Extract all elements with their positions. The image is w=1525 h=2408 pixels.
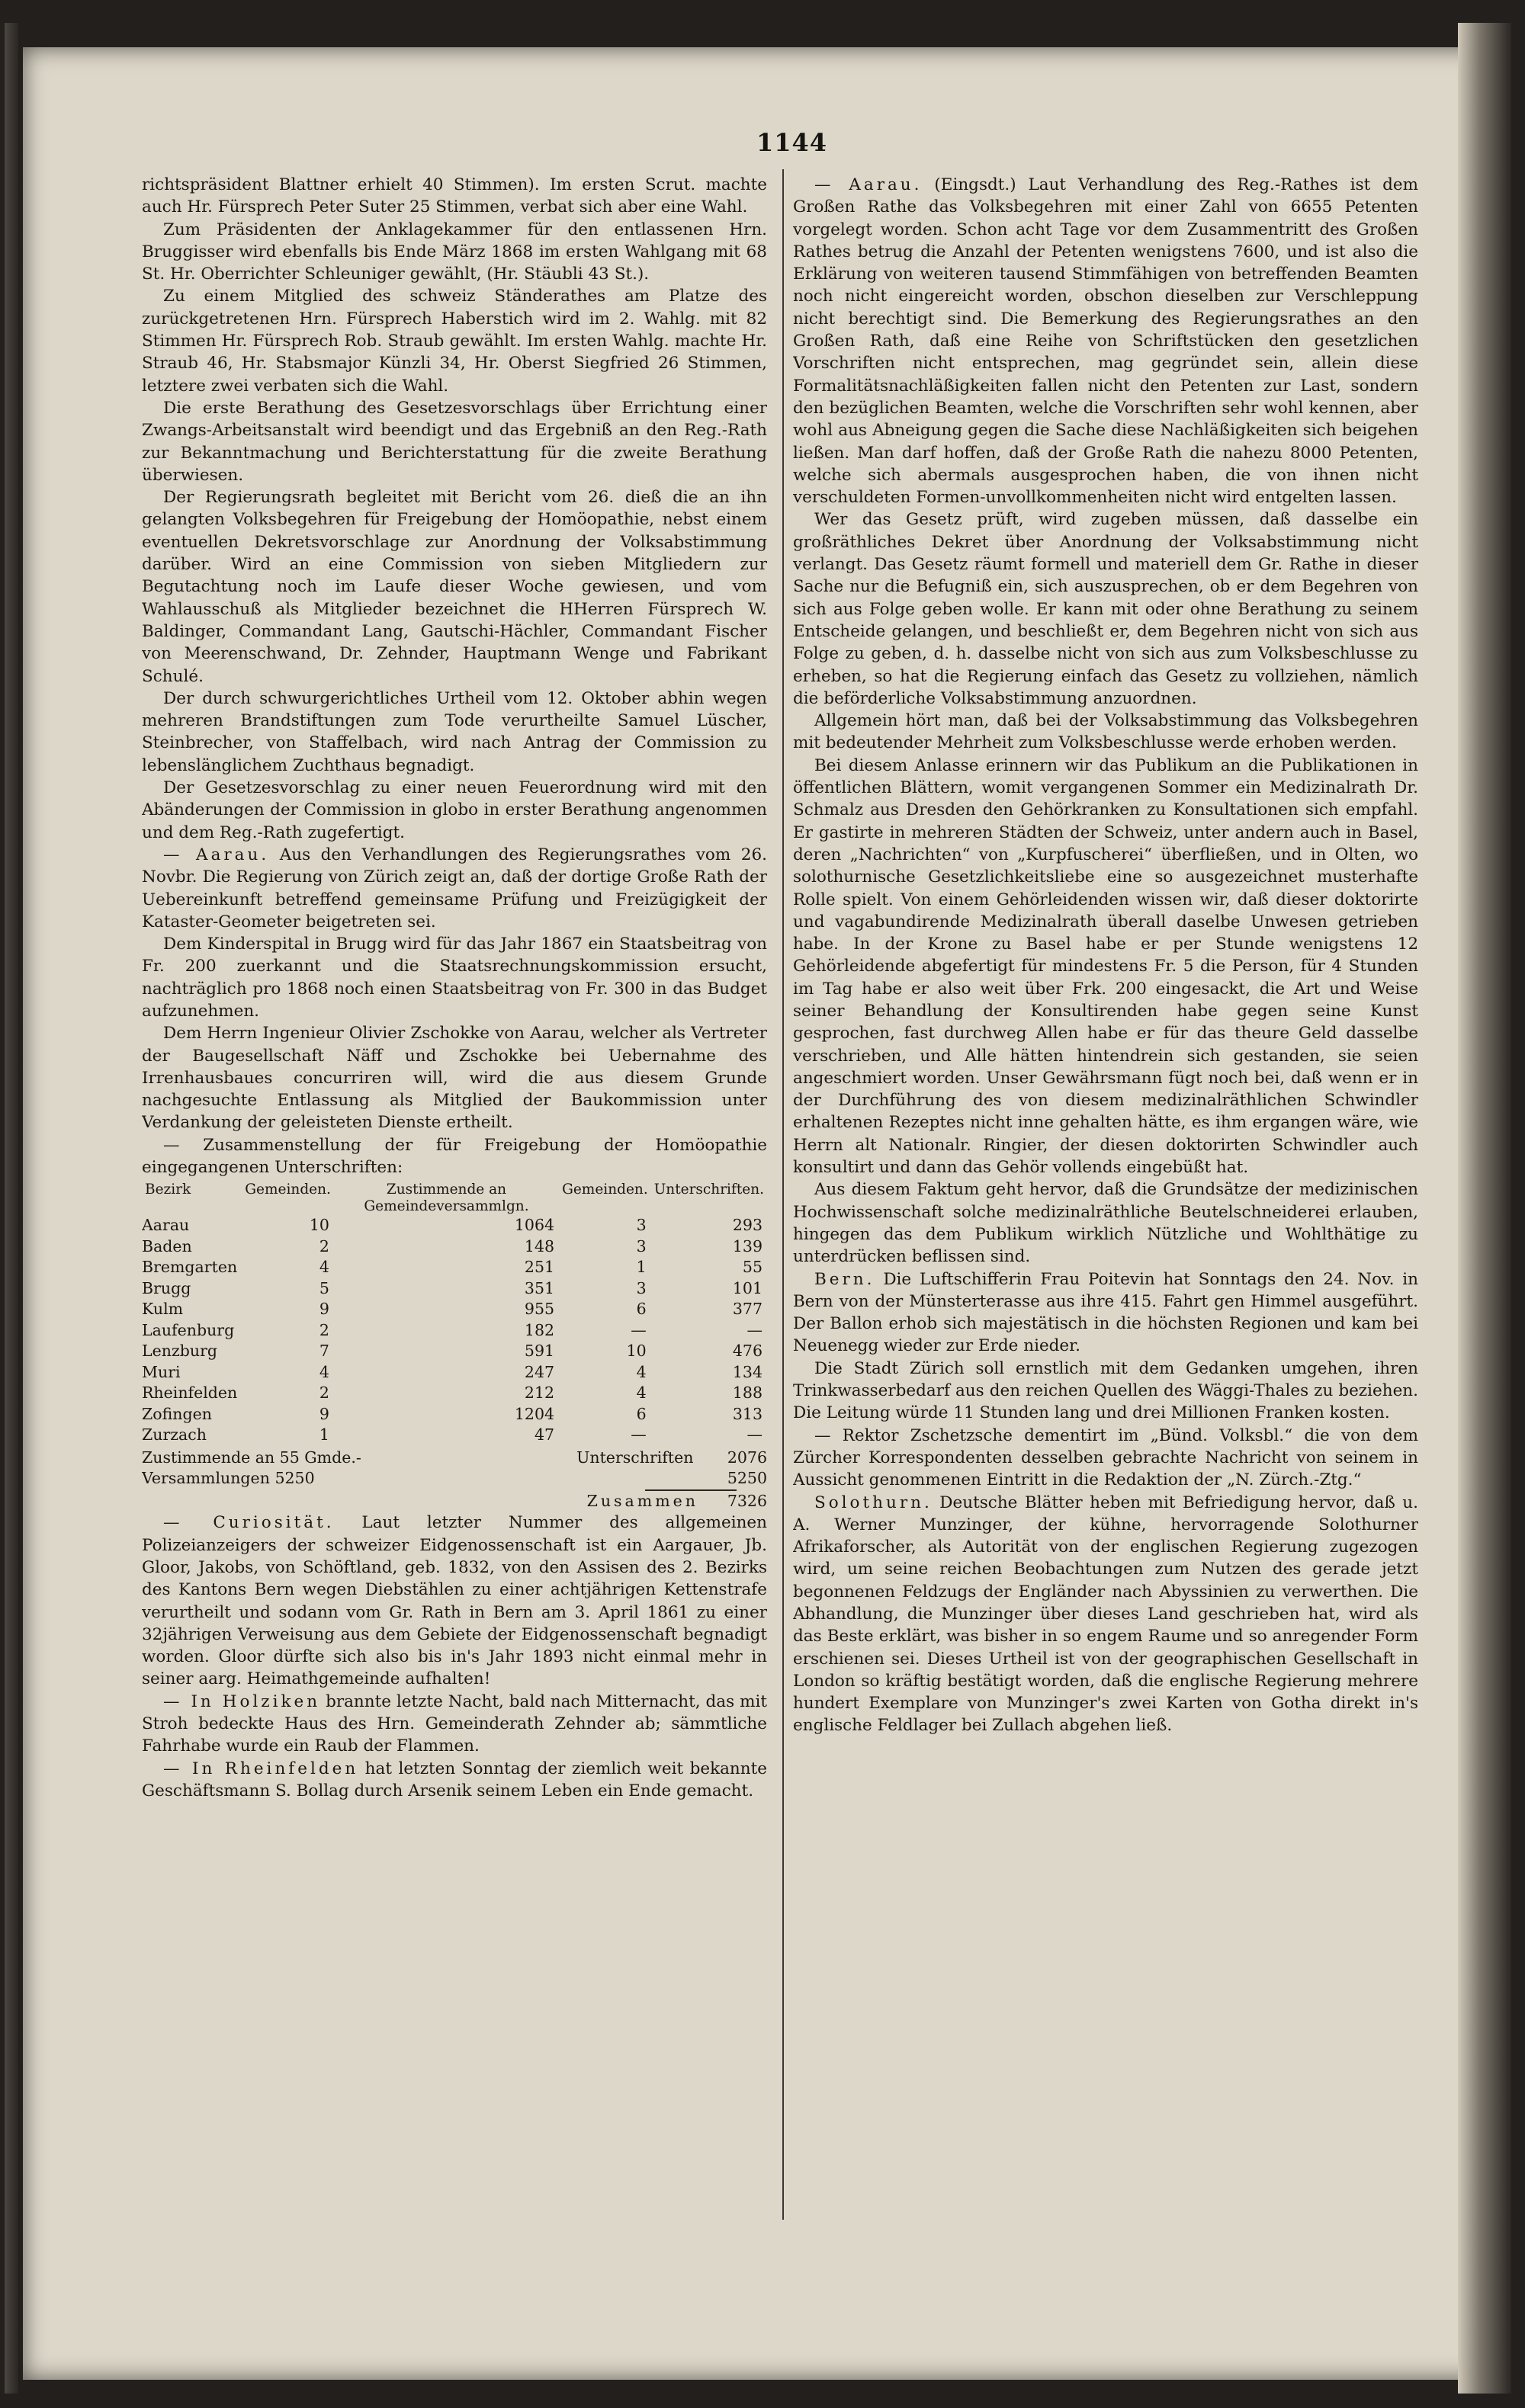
paragraph: Der Regierungsrath begleitet mit Bericht vom 26. dieß die an ihn gelangten Volksbegehren für Freigebung der Homöopathie, nebst einem eventuellen Dekretsvorschlage zur Anordnung der Volksabstimmung darüber. Wird an eine Commission von sieben Mitgliedern zur Begutachtung noch im Laufe dieser Woche gewiesen, und vom Wahlausschuß als Mitglieder bezeichnet die HHerren Fürsprech W. Baldinger, Commandant Lang, Gautschi-Hächler, Commandant Fischer von Meerenschwand, Dr. Zehnder, Hauptmann Wenge und Fabrikant Schulé. — [142, 488, 767, 686]
table-header: Zustimmende an Gemeindeversammlgn. — [364, 1182, 529, 1215]
paragraph: — Rektor Zschetzsche dementirt im „Bünd. Volksbl.“ die von dem Zürcher Korrespondenten desselben gebrachte Nachricht von seinem in Aussicht genommenen Eintritt in die Redaktion der „N. Zürch.-Ztg.“ — [793, 1425, 1418, 1490]
paragraph: Die Stadt Zürich soll ernstlich mit dem Gedanken umgehen, ihren Trinkwasserbedarf aus den reichen Quellen des Wäggi-Thales zu beziehen. Die Leitung würde 11 Stunden lang und drei Millionen Franken kosten. — [793, 1358, 1418, 1423]
paragraph: Wer das Gesetz prüft, wird zugeben müssen, daß dasselbe ein großräthliches Dekret über Anordnung der Volksabstimmung nicht verlangt. Das Gesetz räumt formell und materiell dem Gr. Rathe in dieser Sache nur die Befugniß ein, sich auszusprechen, ob er dem Begehren von sich aus Folge geben wolle. Er kann mit oder ohne Berathung zu seinem Entscheide gelangen, und beschließt er, dem Begehren nicht von sich aus Folge zu geben, d. h. dasselbe nicht von sich aus zum Volksbeschlusse zu erheben, so hat die Regierung einfach das Gesetz zu vollziehen, nämlich die beförderliche Volksabstimmung anzuordnen. — [793, 510, 1418, 708]
table-row — [142, 1425, 767, 1446]
table-cell: 313 — [732, 1404, 762, 1423]
signature-table — [142, 1182, 767, 1446]
table-cell: 4 — [319, 1362, 329, 1381]
paragraph: richtspräsident Blattner erhielt 40 Stimmen). Im ersten Scrut. machte auch Hr. Fürsprech Peter Suter 25 Stimmen, verbat sich aber eine Wahl. — [142, 175, 767, 217]
table-cell: 1 — [636, 1258, 647, 1277]
table-row — [142, 1383, 767, 1404]
paragraph: Allgemein hört man, daß bei der Volksabstimmung das Volksbegehren mit bedeutender Mehrheit zum Volksbeschlusse werde erhoben werden. — [793, 711, 1418, 753]
table-cell: 377 — [732, 1300, 762, 1319]
paragraph-aarau-eingesandt — [793, 174, 1418, 508]
table-cell-bezirk: Aarau — [142, 1216, 190, 1235]
table-row — [142, 1362, 767, 1384]
paragraph-curiositaet — [142, 1512, 767, 1690]
table-cell: 1 — [319, 1425, 329, 1444]
table-cell: 4 — [636, 1362, 647, 1381]
table-cell: — — [631, 1425, 647, 1444]
totals-row — [142, 1468, 767, 1489]
paragraph: Die erste Berathung des Gesetzesvorschlags über Errichtung einer Zwangs-Arbeitsanstalt wird beendigt und das Ergebniß an den Reg.-Rath zur Bekanntmachung und Berichterstattung für die zweite Berathung überwiesen. — [142, 398, 767, 485]
table-cell: 188 — [732, 1384, 762, 1403]
table-cell: 591 — [524, 1342, 555, 1361]
table-cell: 148 — [524, 1236, 555, 1255]
table-cell: 2 — [319, 1384, 329, 1403]
dateline: — In Holziken — [163, 1691, 321, 1711]
table-body — [142, 1215, 767, 1446]
table-cell: 351 — [524, 1278, 555, 1297]
table-cell: 212 — [524, 1384, 555, 1403]
table-row — [142, 1404, 767, 1425]
paragraph: Zum Präsidenten der Anklagekammer für den entlassenen Hrn. Bruggisser wird ebenfalls bis Ende März 1868 im ersten Wahlgang mit 68 St. Hr. Oberrichter Schleuniger gewählt, (Hr. Stäubli 43 St.). — [142, 220, 767, 284]
totals-label: Versammlungen — [142, 1469, 270, 1488]
table-row — [142, 1278, 767, 1300]
dateline: Bern. — [814, 1269, 875, 1289]
table-cell-bezirk: Brugg — [142, 1278, 191, 1297]
totals-label: Unterschriften — [576, 1448, 694, 1467]
paragraph: Dem Kinderspital in Brugg wird für das Jahr 1867 ein Staatsbeitrag von Fr. 200 zuerkannt und die Staatsrechnungskommission ersucht, nachträglich pro 1868 noch einen Staatsbeitrag von Fr. 300 in das Budget aufzunehmen. — [142, 935, 767, 1021]
paragraph-text: hat letzten Sonntag der ziemlich weit bekannte Geschäftsmann S. Bollag durch Arsenik seinem Leben ein Ende gemacht. — [142, 1759, 767, 1800]
table-row — [142, 1320, 767, 1342]
paragraph-rheinfelden — [142, 1758, 767, 1803]
paragraph: Dem Herrn Ingenieur Olivier Zschokke von Aarau, welcher als Vertreter der Baugesellschaft Näff und Zschokke bei Uebernahme des Irrenhausbaues concurriren will, wird die aus diesem Grunde nachgesuchte Entlassung als Mitglied der Baukommission unter Verdankung der geleisteten Dienste ertheilt. — [142, 1024, 767, 1133]
paragraph-holziken — [142, 1691, 767, 1758]
table-cell: 47 — [534, 1425, 555, 1444]
table-row — [142, 1215, 767, 1236]
table-cell: 10 — [626, 1342, 647, 1361]
page-edge-right — [1458, 23, 1511, 2394]
paragraph-text: Aus den Verhandlungen des Regierungsrathes vom 26. Novbr. Die Regierung von Zürich zeigt an, daß der dortige Große Rath der Uebereinkunft betreffend gemeinsame Prüfung und Freizügigkeit der Kataster-Geometer beigetreten sei. — [142, 845, 767, 931]
table-cell: 55 — [742, 1258, 762, 1277]
totals-value: 7326 — [727, 1491, 767, 1510]
paragraph-aarau — [142, 844, 767, 933]
paragraph: Der durch schwurgerichtliches Urtheil vom 12. Oktober abhin wegen mehreren Brandstiftungen zum Tode verurtheilte Samuel Lüscher, Steinbrecher, von Staffelbach, wird nach Antrag der Commission zu lebenslänglichem Zuchthaus begnadigt. — [142, 688, 767, 775]
dateline: Solothurn. — [814, 1493, 933, 1512]
table-cell: 476 — [732, 1342, 762, 1361]
page-number: 1144 — [756, 128, 828, 157]
paragraph-text: Deutsche Blätter heben mit Befriedigung hervor, daß u. A. Werner Munzinger, der kühne, hervorragende Solothurner Afrikaforscher, als Autorität von der englischen Regierung zugezogen wird, um seine reichen Beobachtungen zum Nutzen des gerade jetzt begonnenen Feldzugs der Engländer nach Abyssinien zu verwerthen. Die Abhandlung, die Munzinger über dieses Land geschrieben hat, wird als das Beste erklärt, was bisher in so engem Raume und so anregender Form erschienen sei. Dieses Urtheil ist von der geographischen Gesellschaft in London so kräftig bestätigt worden, daß die englische Regierung mehrere hundert Exemplare von Munzinger's zwei Karten von Gotha direkt in's englische Feldlager bei Zullach abgehen ließ. — [793, 1493, 1418, 1736]
table-cell-bezirk: Bremgarten — [142, 1258, 238, 1277]
table-cell: 3 — [636, 1216, 647, 1235]
table-cell: 293 — [732, 1216, 762, 1235]
table-cell: 251 — [524, 1258, 555, 1277]
table-cell: 6 — [636, 1300, 647, 1319]
dateline: — Aarau. — [814, 175, 923, 194]
right-column — [793, 174, 1418, 2232]
table-cell-bezirk: Baden — [142, 1236, 192, 1255]
table-cell: 4 — [636, 1384, 647, 1403]
table-cell-bezirk: Zofingen — [142, 1404, 212, 1423]
table-cell: — — [746, 1320, 762, 1339]
table-header-row — [142, 1182, 767, 1215]
table-cell-bezirk: Muri — [142, 1362, 181, 1381]
totals-label: Zustimmende an 55 Gmde.- — [142, 1448, 361, 1467]
paragraph: Aus diesem Faktum geht hervor, daß die Grundsätze der medizinischen Hochwissenschaft solche medizinalräthliche Beutelschneiderei erlauben, hingegen das dem Publikum wirklich Nützliche und Wohlthätige zu unterdrücken beflissen sind. — [793, 1180, 1418, 1267]
table-cell: 4 — [319, 1258, 329, 1277]
table-cell: 6 — [636, 1404, 647, 1423]
table-cell: 1064 — [514, 1216, 555, 1235]
table-cell: — — [746, 1425, 762, 1444]
paragraph: Der Gesetzesvorschlag zu einer neuen Feuerordnung wird mit den Abänderungen der Commission in globo in erster Berathung angenommen und dem Reg.-Rath zugefertigt. — [142, 778, 767, 842]
table-cell-bezirk: Rheinfelden — [142, 1384, 238, 1403]
table-cell: 247 — [524, 1362, 555, 1381]
table-cell: 134 — [732, 1362, 762, 1381]
paragraph: — Zusammenstellung der für Freigebung der Homöopathie eingegangenen Unterschriften: — [142, 1135, 767, 1178]
table-cell: 7 — [319, 1342, 329, 1361]
dateline: — In Rheinfelden — [163, 1759, 359, 1778]
table-row — [142, 1341, 767, 1362]
table-row — [142, 1236, 767, 1258]
table-cell: 5 — [319, 1278, 329, 1297]
table-cell: 139 — [732, 1236, 762, 1255]
table-cell: 2 — [319, 1320, 329, 1339]
table-cell-bezirk: Lenzburg — [142, 1342, 217, 1361]
table-cell: 955 — [524, 1300, 555, 1319]
paragraph-text: Laut letzter Nummer des allgemeinen Polizeianzeigers der schweizer Eidgenossenschaft ist ein Aargauer, Jb. Gloor, Jakobs, von Schöftland, geb. 1832, von den Assisen des 2. Bezirks des Kantons Bern wegen Diebstählen zu einer achtjährigen Kettenstrafe verurtheilt und sodann vom Gr. Rath in Bern am 3. April 1861 zu einer 32jährigen Verweisung aus dem Gebiete der Eidgenossenschaft begnadigt worden. Gloor dürfte sich also bis in's Jahr 1893 nicht einmal mehr in seiner aarg. Heimathgemeinde aufhalten! — [142, 1513, 767, 1689]
table-header: Gemeinden. — [562, 1182, 648, 1198]
table-cell: 3 — [636, 1278, 647, 1297]
totals-value: 5250 — [727, 1469, 767, 1488]
paragraph: Zu einem Mitglied des schweiz Ständerathes am Platze des zurückgetretenen Hrn. Fürsprech Haberstich wird im 2. Wahlg. mit 82 Stimmen Hr. Fürsprech Rob. Straub gewählt. Im ersten Wahlg. machte Hr. Straub 46, Hr. Stabsmajor Künzli 34, Hr. Oberst Siegfried 26 Stimmen, letztere zwei verbaten sich die Wahl. — [142, 287, 767, 396]
totals-value: 2076 — [727, 1448, 767, 1467]
paragraph-text: (Eingsdt.) Laut Verhandlung des Reg.-Rathes ist dem Großen Rathe das Volksbegehren mit einer Zahl von 6655 Petenten vorgelegt worden. Schon acht Tage vor dem Zusammentritt des Großen Rathes betrug die Anzahl der Petenten wenigstens 7600, und ist also die Erklärung von weiteren tausend Stimmfähigen von betreffenden Beamten noch nicht eingereicht worden, obschon dieselben zur Verschleppung nicht berechtigt sind. Die Bemerkung des Regierungsrathes an den Großen Rath, daß eine Reihe von Schriftstücken den gesetzlichen Vorschriften nicht entsprechen, mag gegründet sein, allein diese Formalitätsnachläßigkeiten fallen nicht den Petenten zur Last, sondern den bezüglichen Beamten, welche die Vorschriften sehr wohl kennen, aber wohl aus Abneigung gegen die Sache diese Nachläßigkeiten sich beigehen ließen. Man darf hoffen, daß der Große Rath die nahezu 8000 Petenten, welche sich abermals ausgesprochen haben, die von ihnen nicht verschuldeten Formen-unvollkommenheiten nicht wird entgelten lassen. — [793, 175, 1418, 508]
table-cell: 9 — [319, 1404, 329, 1423]
dateline: — Curiosität. — [163, 1513, 335, 1533]
totals-row — [142, 1448, 767, 1469]
table-row — [142, 1299, 767, 1320]
table-cell-bezirk: Kulm — [142, 1300, 184, 1319]
book-binding-edge-left — [5, 23, 18, 2394]
table-cell: 1204 — [514, 1404, 555, 1423]
dateline: — Aarau. — [163, 845, 270, 864]
table-cell: 9 — [319, 1300, 329, 1319]
totals-row — [142, 1491, 767, 1512]
table-totals — [142, 1448, 767, 1512]
table-header: Unterschriften. — [653, 1182, 764, 1198]
paragraph-text: brannte letzte Nacht, bald nach Mitternacht, das mit Stroh bedeckte Haus des Hrn. Gemeinderath Zehnder ab; sämmtliche Fahrhabe wurde ein Raub der Flammen. — [142, 1691, 767, 1756]
table-cell: 10 — [309, 1216, 329, 1235]
table-row — [142, 1257, 767, 1278]
column-divider — [782, 169, 784, 2220]
table-cell: — — [631, 1320, 647, 1339]
table-cell: 2 — [319, 1236, 329, 1255]
table-header: Bezirk — [145, 1182, 191, 1198]
left-column — [142, 174, 767, 2232]
totals-label: Zusammen — [586, 1491, 698, 1510]
paragraph: Bei diesem Anlasse erinnern wir das Publikum an die Publikationen in öffentlichen Blättern, womit vergangenen Sommer ein Medizinalrath Dr. Schmalz aus Dresden den Gehörkranken zu Konsultationen sich empfahl. Er gastirte in mehreren Städten der Schweiz, unter andern auch in Basel, deren „Nachrichten“ von „Kurpfuscherei“ überfließen, und in Olten, wo solothurnische Gesetzlichkeitsliebe eine so ausgezeichnet musterhafte Rolle spielt. Von einem Gehörleidenden wissen wir, daß dieser doktorirte und vagabundirende Medizinalrath überall daselbe Unwesen getrieben habe. In der Krone zu Basel habe er per Stunde wenigstens 12 Gehörleidende abgefertigt für mindestens Fr. 5 die Person, für 4 Stunden im Tag habe er also weit über Frk. 200 eingesackt, die Art und Weise seiner Behandlung der Konsultirenden habe gegen seine Kunst gesprochen, fast durchweg Allen habe er für das theure Geld dasselbe verschrieben, und Alle hätten hintendrein sich gestanden, sie seien angeschmiert worden. Unser Gewährsmann fügt noch bei, daß wenn er in der Durchführung des von diesem medizinalräthlichen Schwindler erhaltenen Rezeptes nicht inne gehalten hätte, es ihm ergangen wäre, wie Herrn alt Nationalr. Ringier, der diesen doktorirten Schwindler auch konsultirt und dann das Gehör vollends eingebüßt hat. — [793, 755, 1418, 1178]
paragraph-solothurn — [793, 1492, 1418, 1737]
paragraph-bern — [793, 1268, 1418, 1358]
table-cell: 3 — [636, 1236, 647, 1255]
table-header: Gemeinden. — [245, 1182, 331, 1198]
table-cell-bezirk: Zurzach — [142, 1425, 207, 1444]
table-cell: 182 — [524, 1320, 555, 1339]
table-cell: 101 — [732, 1278, 762, 1297]
totals-value: 5250 — [274, 1469, 315, 1488]
table-cell-bezirk: Laufenburg — [142, 1320, 235, 1339]
paragraph-text: Die Luftschifferin Frau Poitevin hat Sonntags den 24. Nov. in Bern von der Münsterterasse aus ihre 415. Fahrt gen Himmel ausgeführt. Der Ballon erhob sich majestätisch in die höchsten Regionen und kam bei Neuenegg wieder zur Erde nieder. — [793, 1269, 1418, 1356]
